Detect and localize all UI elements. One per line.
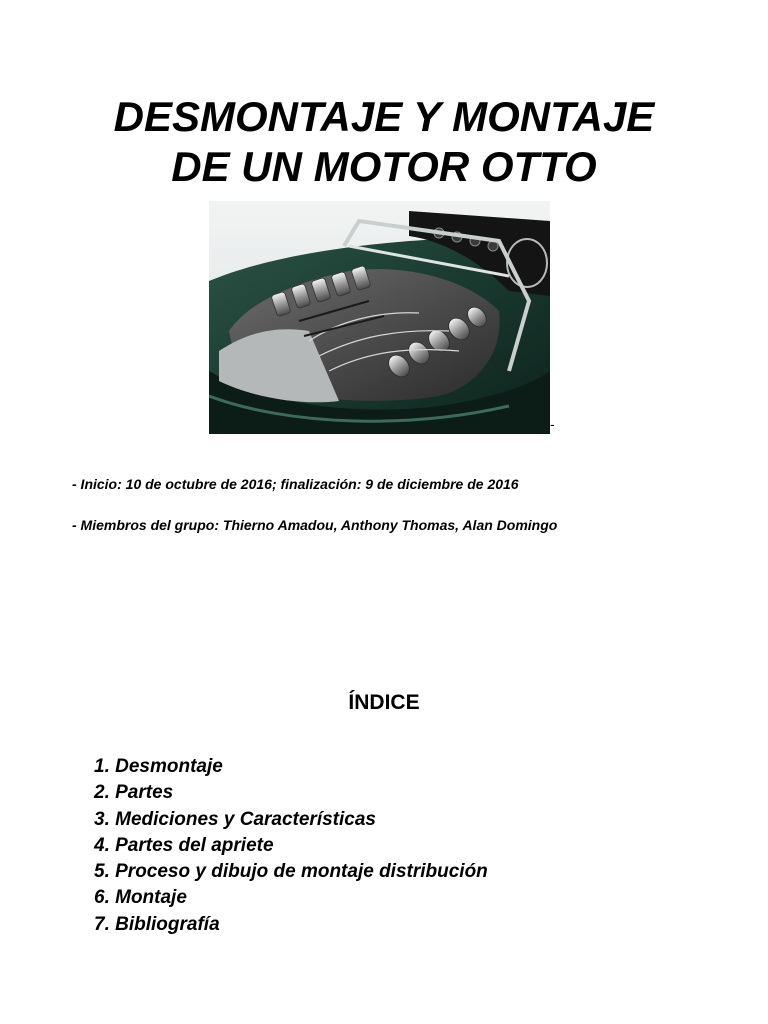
toc-item: 1. Desmontaje: [94, 756, 223, 777]
document-title: [0, 92, 768, 192]
table-of-contents: [94, 754, 488, 938]
project-dates: - Inicio: 10 de octubre de 2016; finalización: 9 de diciembre de 2016: [72, 476, 519, 492]
toc-item: 2. Partes: [94, 782, 174, 804]
engine-photo: [209, 201, 550, 434]
toc-item: 4. Partes del apriete: [94, 834, 274, 856]
toc-item: 6. Montaje: [94, 887, 187, 909]
toc-item: 7. Bibliografía: [94, 913, 220, 935]
title-line-1: DESMONTAJE Y MONTAJE: [113, 93, 655, 140]
group-members: - Miembros del grupo: Thierno Amadou, Anthony Thomas, Alan Domingo: [72, 517, 558, 533]
image-caption-mark: -: [550, 416, 555, 432]
title-line-2: DE UN MOTOR OTTO: [171, 143, 597, 190]
toc-item: 3. Mediciones y Características: [94, 808, 376, 830]
toc-item: 5. Proceso y dibujo de montaje distribución: [94, 861, 488, 883]
index-heading: ÍNDICE: [348, 691, 420, 714]
